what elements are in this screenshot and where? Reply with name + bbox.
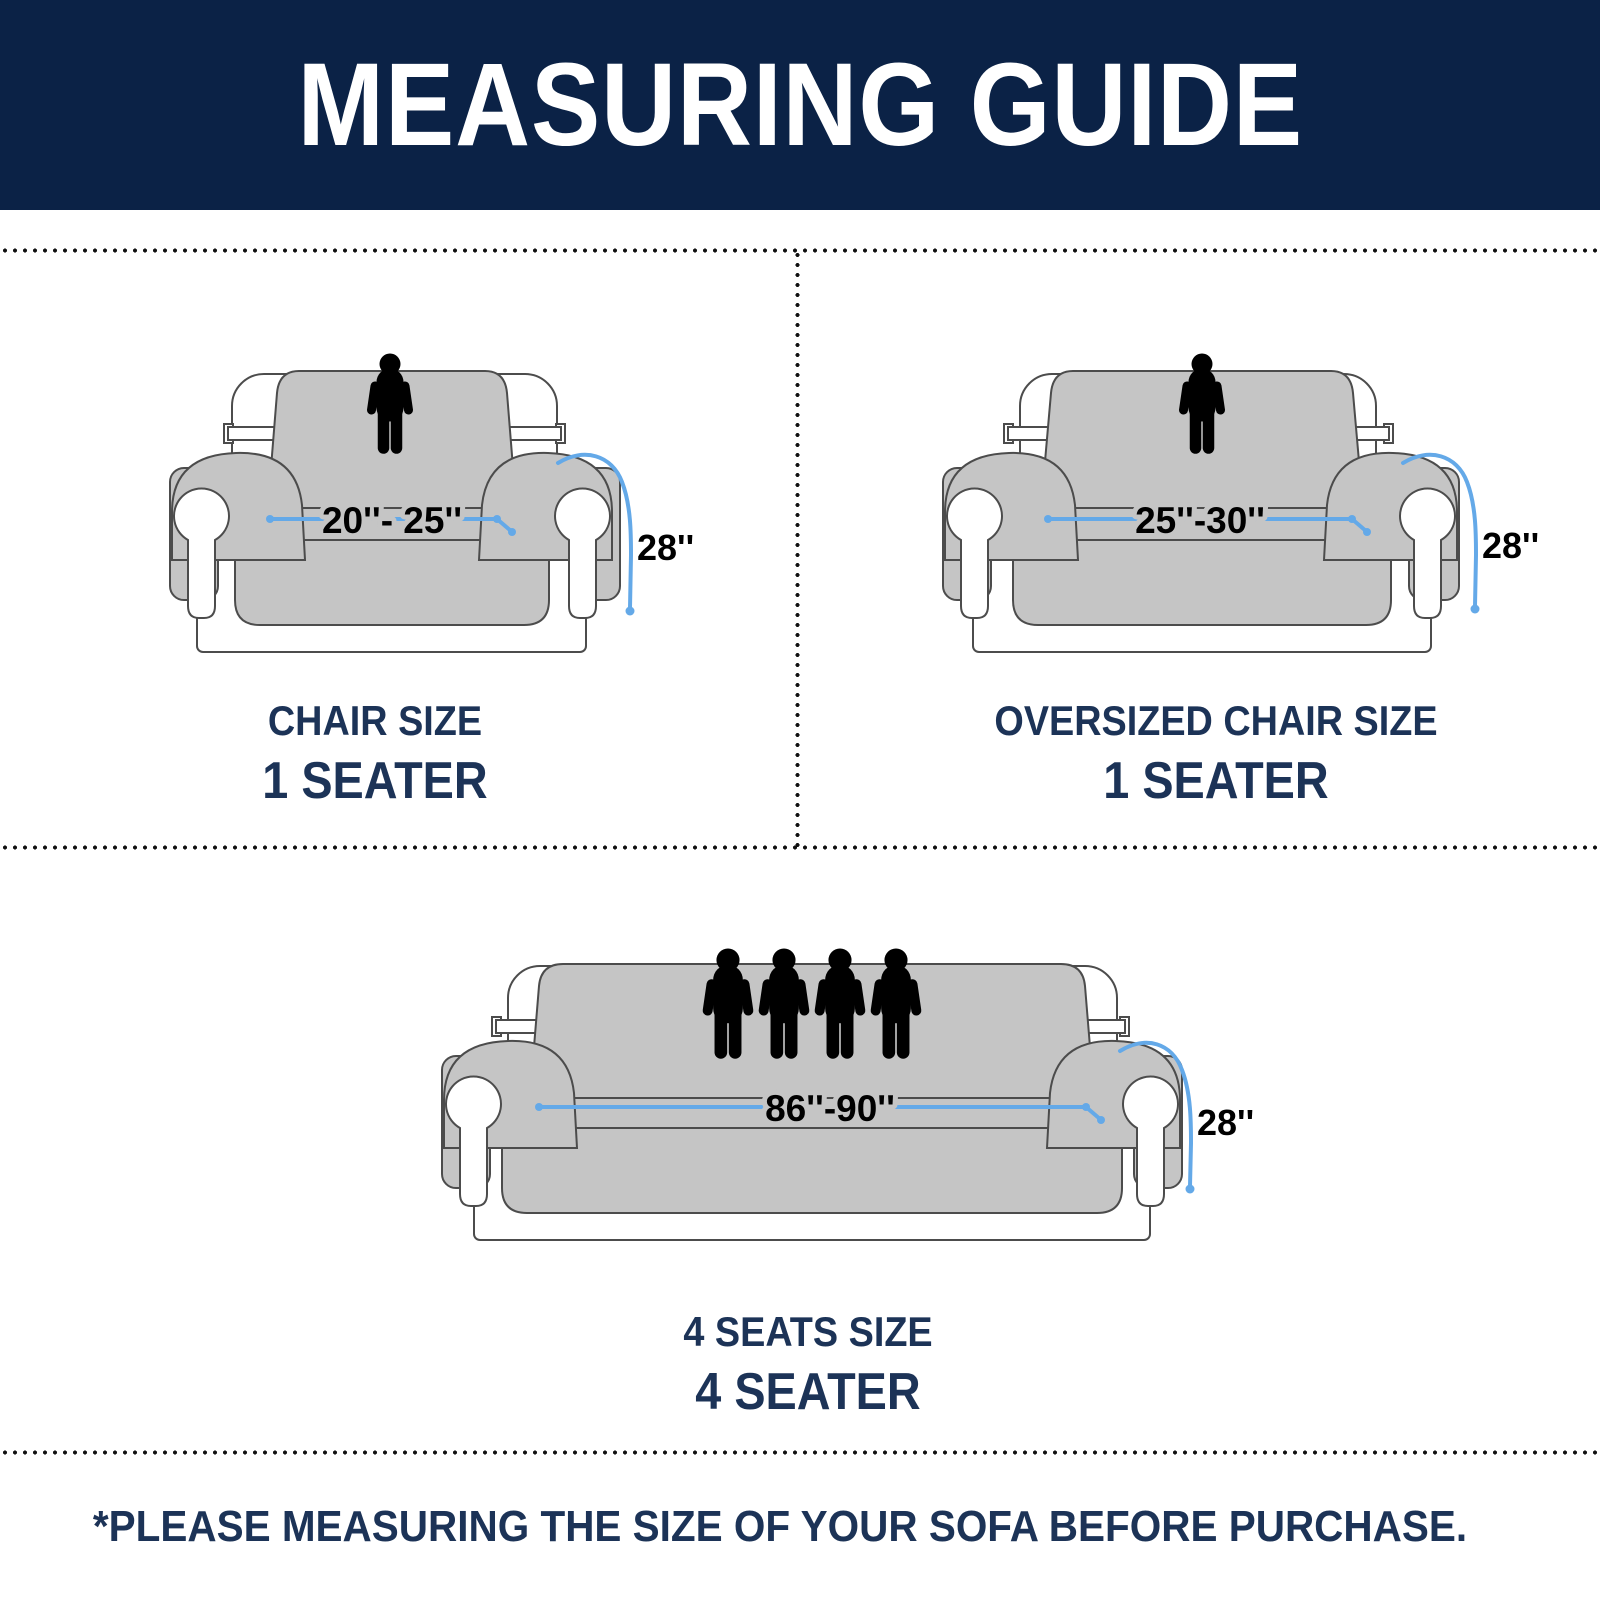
oversized-chair-illustration <box>900 330 1560 675</box>
chair-labels <box>80 697 670 811</box>
dotted-divider-bottom <box>0 1450 1600 1455</box>
sofa-seater-label: 4 SEATER <box>695 1363 921 1421</box>
oversized-chair-labels <box>916 697 1516 811</box>
oversized-chair-seater-label: 1 SEATER <box>1103 752 1329 810</box>
chair-illustration <box>130 330 710 675</box>
dotted-divider-vertical <box>795 250 800 848</box>
chair-size-label: CHAIR SIZE <box>267 697 483 744</box>
purchase-note: *PLEASE MEASURING THE SIZE OF YOUR SOFA BEFORE PURCHASE. <box>92 1502 1468 1551</box>
sofa-labels <box>508 1308 1108 1422</box>
sofa-illustration <box>420 935 1280 1265</box>
oversized-chair-size-label: OVERSIZED CHAIR SIZE <box>994 697 1438 744</box>
arm-height-value: 28'' <box>1197 1102 1255 1143</box>
arm-height-value: 28'' <box>637 527 695 568</box>
dotted-divider-middle <box>0 845 1600 850</box>
seat-width-value: 86''-90'' <box>765 1088 895 1129</box>
page-title: MEASURING GUIDE <box>297 39 1303 171</box>
dotted-divider-top <box>0 248 1600 253</box>
header-banner <box>0 0 1600 210</box>
seat-width-value: 20''- 25'' <box>321 500 463 541</box>
sofa-skirt <box>502 1128 1122 1213</box>
arm-height-value: 28'' <box>1482 525 1540 566</box>
seat-width-value: 25''-30'' <box>1135 500 1265 541</box>
chair-seater-label: 1 SEATER <box>262 752 488 810</box>
sofa-size-label: 4 SEATS SIZE <box>683 1308 933 1355</box>
